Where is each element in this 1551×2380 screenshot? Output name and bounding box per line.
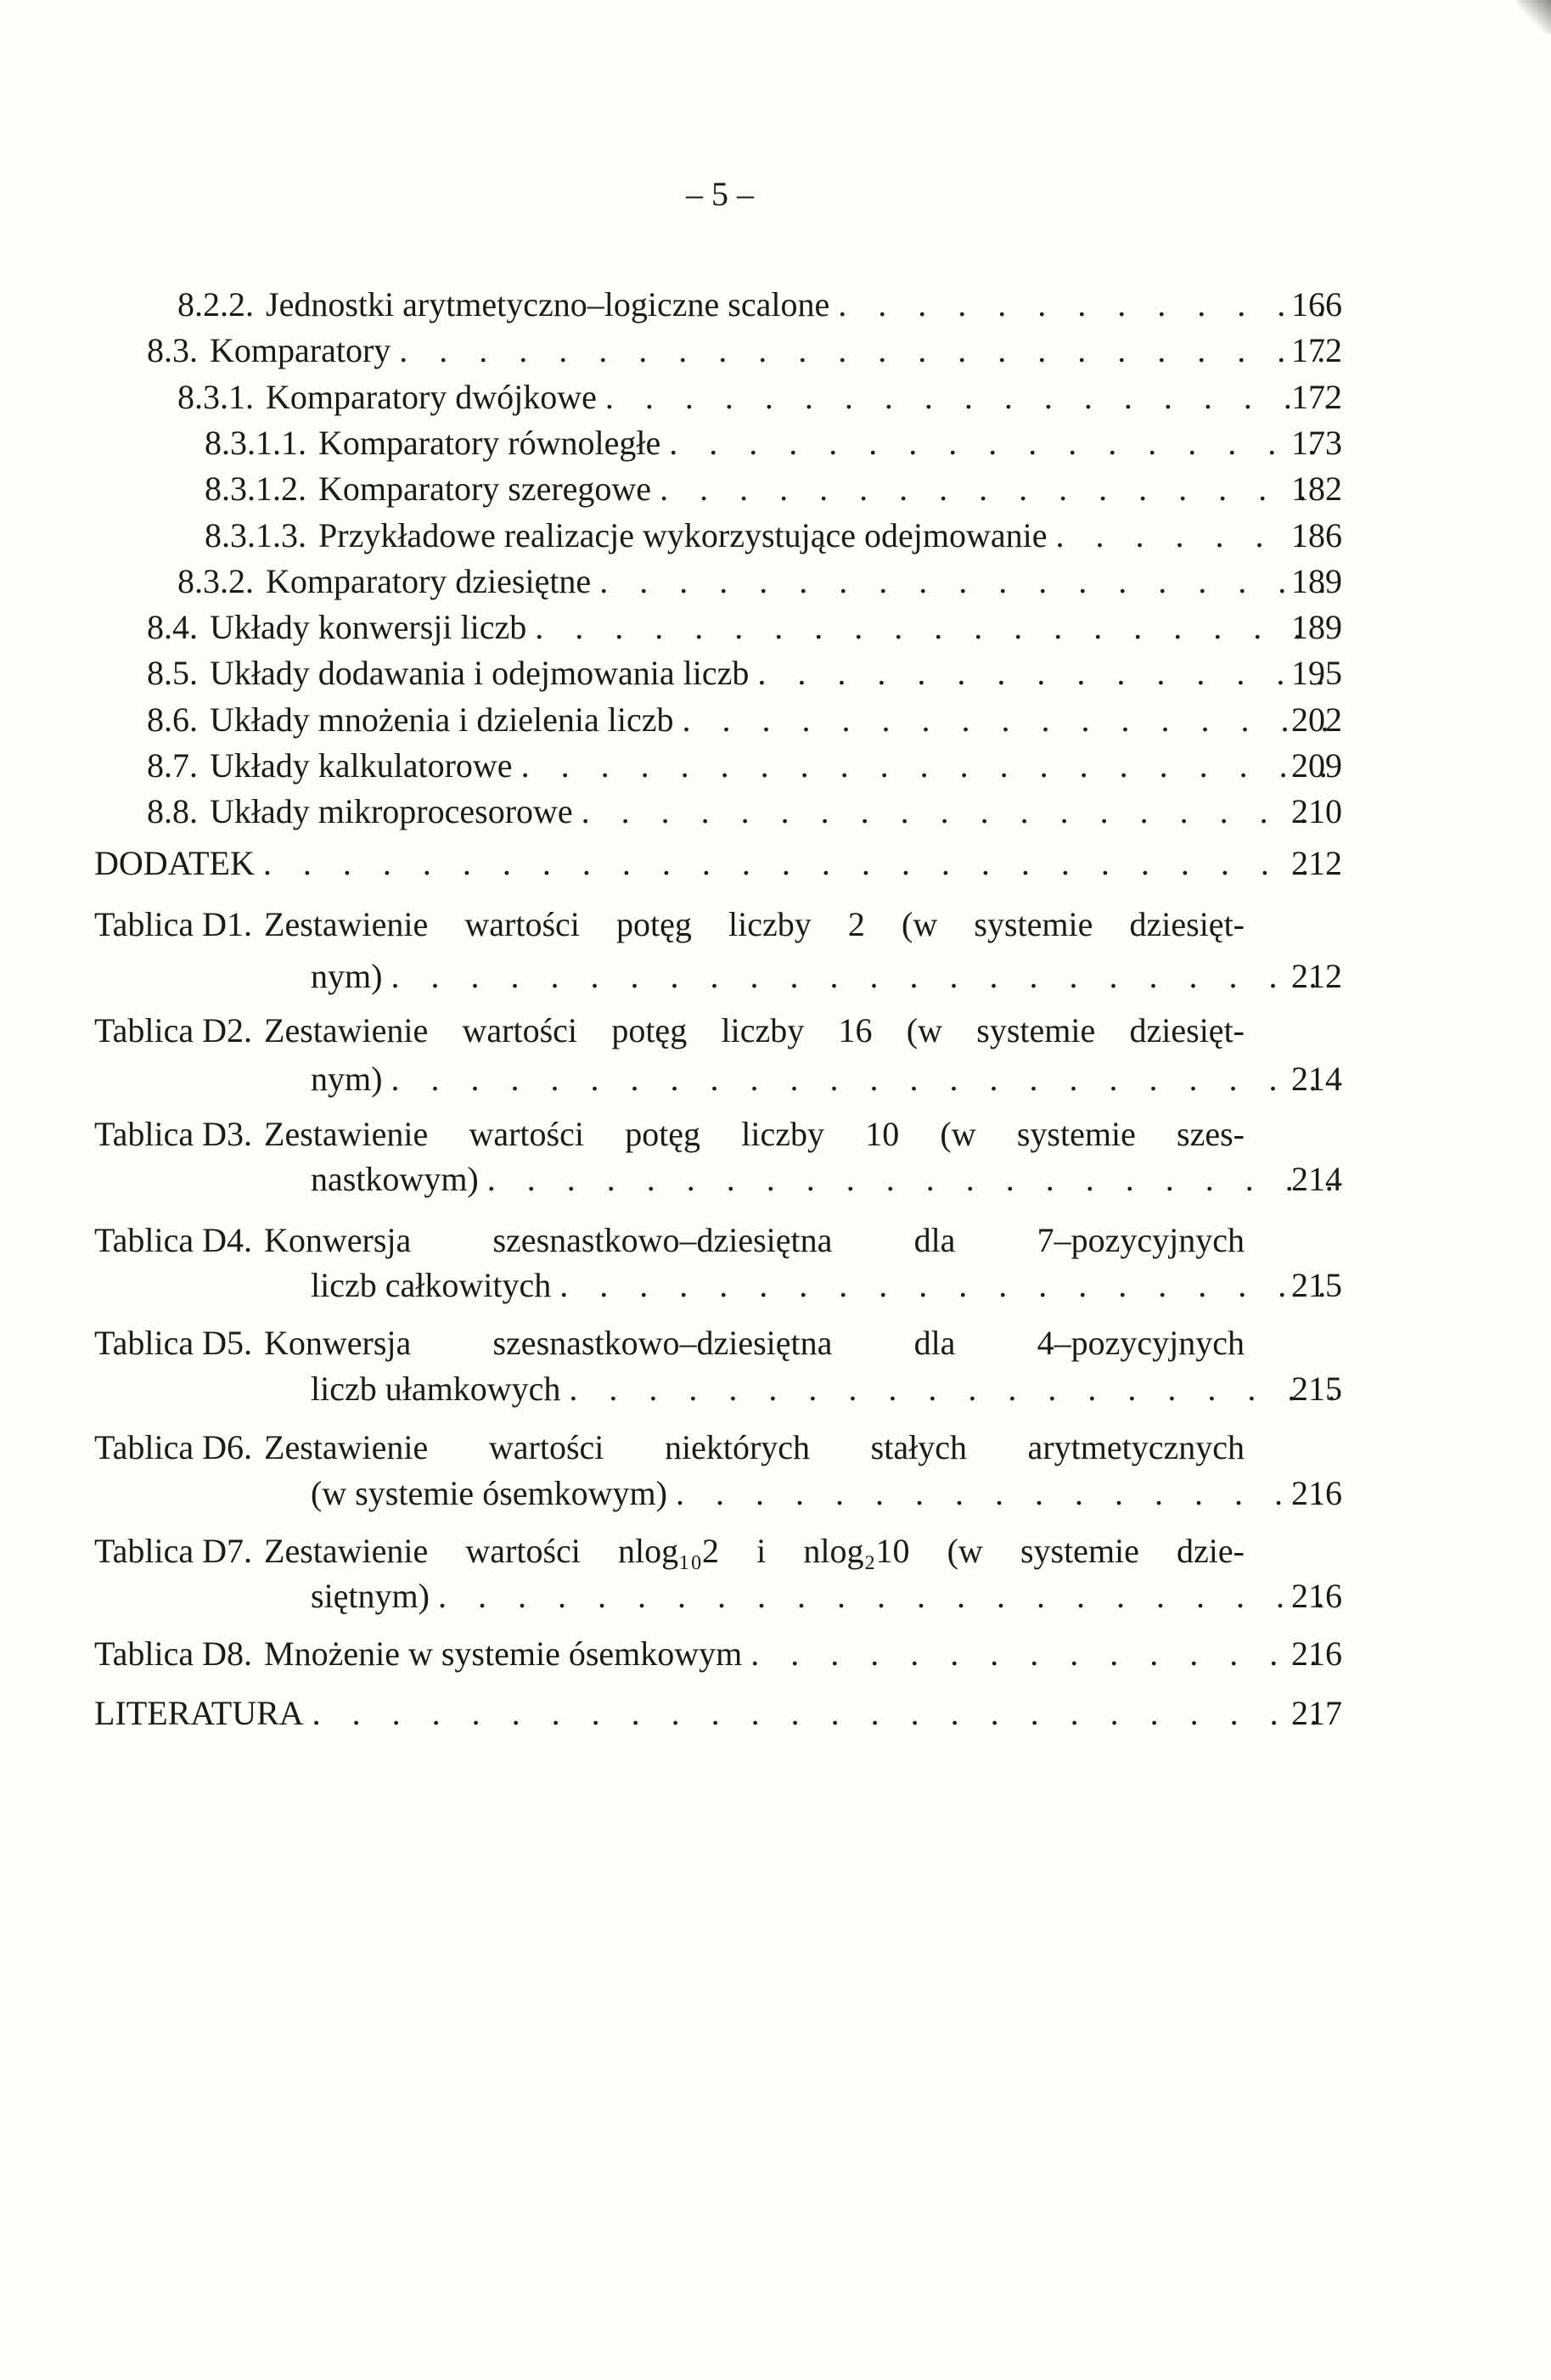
entry-number: 8.3.1.1. (205, 423, 306, 462)
entry-title: Przykładowe realizacje wykorzystujące odejmowanie (318, 515, 1048, 554)
entry-page: 186 (1291, 515, 1342, 554)
entry-number: Tablica D8. (94, 1634, 253, 1673)
entry-page: 214 (1291, 1060, 1342, 1098)
entry-title: nastkowym) (311, 1160, 479, 1198)
table-entry-line2 (311, 1059, 1342, 1101)
entry-title: Układy mikroprocesorowe (210, 792, 573, 831)
entry-number: 8.3.1. (177, 377, 254, 416)
table-entry-line1 (94, 1531, 1245, 1571)
entry-number: 8.2.2. (177, 285, 254, 324)
entry-number: 8.3. (147, 331, 198, 370)
table-entry (94, 1634, 1342, 1676)
entry-page: 212 (1291, 957, 1342, 995)
table-entry-line1 (94, 904, 1245, 944)
entry-page: 217 (1291, 1694, 1342, 1732)
toc-entry (94, 843, 1342, 886)
entry-page: 216 (1291, 1634, 1342, 1673)
table-entry-line2 (311, 1369, 1342, 1411)
entry-page: 209 (1291, 746, 1342, 785)
table-label: Tablica D5. (94, 1324, 253, 1362)
table-entry-line2 (311, 1265, 1342, 1308)
table-title: Zestawienie wartości potęg liczby 16 (w systemie dziesięt- (264, 1011, 1245, 1049)
table-title: Zestawienie wartości nlog₁₀2 i nlog₂10 (w systemie dzie- (264, 1532, 1245, 1570)
entry-title: Mnożenie w systemie ósemkowym (264, 1634, 743, 1673)
table-label: Tablica D6. (94, 1428, 253, 1466)
entry-title: siętnym) (311, 1577, 430, 1615)
entry-title: nym) (311, 957, 383, 995)
entry-title: Układy konwersji liczb (210, 608, 527, 647)
entry-title: Jednostki arytmetyczno–logiczne scalone (266, 285, 830, 324)
table-entry-line1 (94, 1220, 1245, 1260)
dot-leader (263, 843, 1334, 883)
table-entry-line1 (94, 1010, 1245, 1050)
entry-page: 173 (1291, 423, 1342, 462)
entry-page: 215 (1291, 1266, 1342, 1304)
toc-entry (177, 561, 1342, 604)
table-label: Tablica D2. (94, 1011, 253, 1049)
table-title: Zestawienie wartości potęg liczby 10 (w systemie szes- (264, 1115, 1245, 1153)
entry-title: Układy mnożenia i dzielenia liczb (210, 700, 674, 739)
table-entry-line1 (94, 1323, 1245, 1363)
table-entry-line1 (94, 1114, 1245, 1154)
table-entry-line2 (311, 956, 1342, 999)
entry-title: Komparatory dwójkowe (266, 377, 597, 416)
toc-entry (205, 423, 1342, 465)
entry-number: 8.3.2. (177, 561, 254, 600)
table-label: Tablica D1. (94, 905, 253, 943)
table-label: Tablica D4. (94, 1221, 253, 1259)
table-title: Zestawienie wartości niektórych stałych arytmetycznych (264, 1428, 1245, 1466)
entry-page: 215 (1291, 1370, 1342, 1408)
entry-title: (w systemie ósemkowym) (311, 1474, 667, 1512)
toc-entry (147, 607, 1342, 650)
entry-number: 8.8. (147, 792, 198, 831)
entry-title: Komparatory równoległe (318, 423, 661, 462)
toc-entry (147, 746, 1342, 788)
entry-title: Komparatory szeregowe (318, 470, 652, 509)
entry-page: 182 (1291, 470, 1342, 509)
entry-number: 8.3.1.2. (205, 470, 306, 509)
toc-entry (177, 284, 1342, 327)
table-label: Tablica D7. (94, 1532, 253, 1570)
entry-title: Układy dodawania i odejmowania liczb (210, 654, 750, 693)
table-entry-line1 (94, 1427, 1245, 1467)
dot-leader (312, 1693, 1334, 1733)
table-entry-line2 (311, 1473, 1342, 1516)
entry-number: 8.5. (147, 654, 198, 693)
toc-entry (147, 653, 1342, 695)
entry-page: 189 (1291, 608, 1342, 647)
entry-title: nym) (311, 1060, 383, 1098)
toc-entry (177, 377, 1342, 419)
toc-entry (147, 791, 1342, 834)
entry-number: 8.3.1.3. (205, 515, 306, 554)
toc-entry (147, 330, 1342, 373)
table-entry-line2 (311, 1576, 1342, 1618)
entry-page: 214 (1291, 1160, 1342, 1198)
entry-page: 210 (1291, 792, 1342, 831)
entry-title: Komparatory dziesiętne (266, 561, 592, 600)
entry-page: 216 (1291, 1474, 1342, 1512)
entry-page: 216 (1291, 1577, 1342, 1615)
toc-entry (205, 515, 1342, 558)
table-label: Tablica D3. (94, 1115, 253, 1153)
page-number: – 5 – (686, 175, 754, 213)
entry-title: LITERATURA (94, 1694, 304, 1732)
table-entry-line2 (311, 1159, 1342, 1201)
entry-number: 8.6. (147, 700, 198, 739)
entry-title: liczb ułamkowych (311, 1370, 561, 1408)
entry-page: 172 (1291, 377, 1342, 416)
toc-entry (147, 700, 1342, 742)
toc-entry (205, 469, 1342, 511)
entry-page: 172 (1291, 331, 1342, 370)
entry-page: 195 (1291, 654, 1342, 693)
entry-title: liczb całkowitych (311, 1266, 552, 1304)
entry-number: 8.4. (147, 608, 198, 647)
table-title: Zestawienie wartości potęg liczby 2 (w systemie dziesięt- (264, 905, 1245, 943)
entry-page: 166 (1291, 285, 1342, 324)
table-title: Konwersja szesnastkowo–dziesiętna dla 7–pozycyjnych (264, 1221, 1245, 1259)
entry-title: Komparatory (210, 331, 391, 370)
entry-page: 202 (1291, 700, 1342, 739)
entry-page: 212 (1291, 844, 1342, 882)
entry-number: 8.7. (147, 746, 198, 785)
toc-entry-literature (94, 1693, 1342, 1736)
scan-corner-shadow (1517, 0, 1551, 34)
entry-page: 189 (1291, 561, 1342, 600)
entry-title: DODATEK (94, 844, 255, 882)
table-title: Konwersja szesnastkowo–dziesiętna dla 4–pozycyjnych (264, 1324, 1245, 1362)
entry-title: Układy kalkulatorowe (210, 746, 513, 785)
